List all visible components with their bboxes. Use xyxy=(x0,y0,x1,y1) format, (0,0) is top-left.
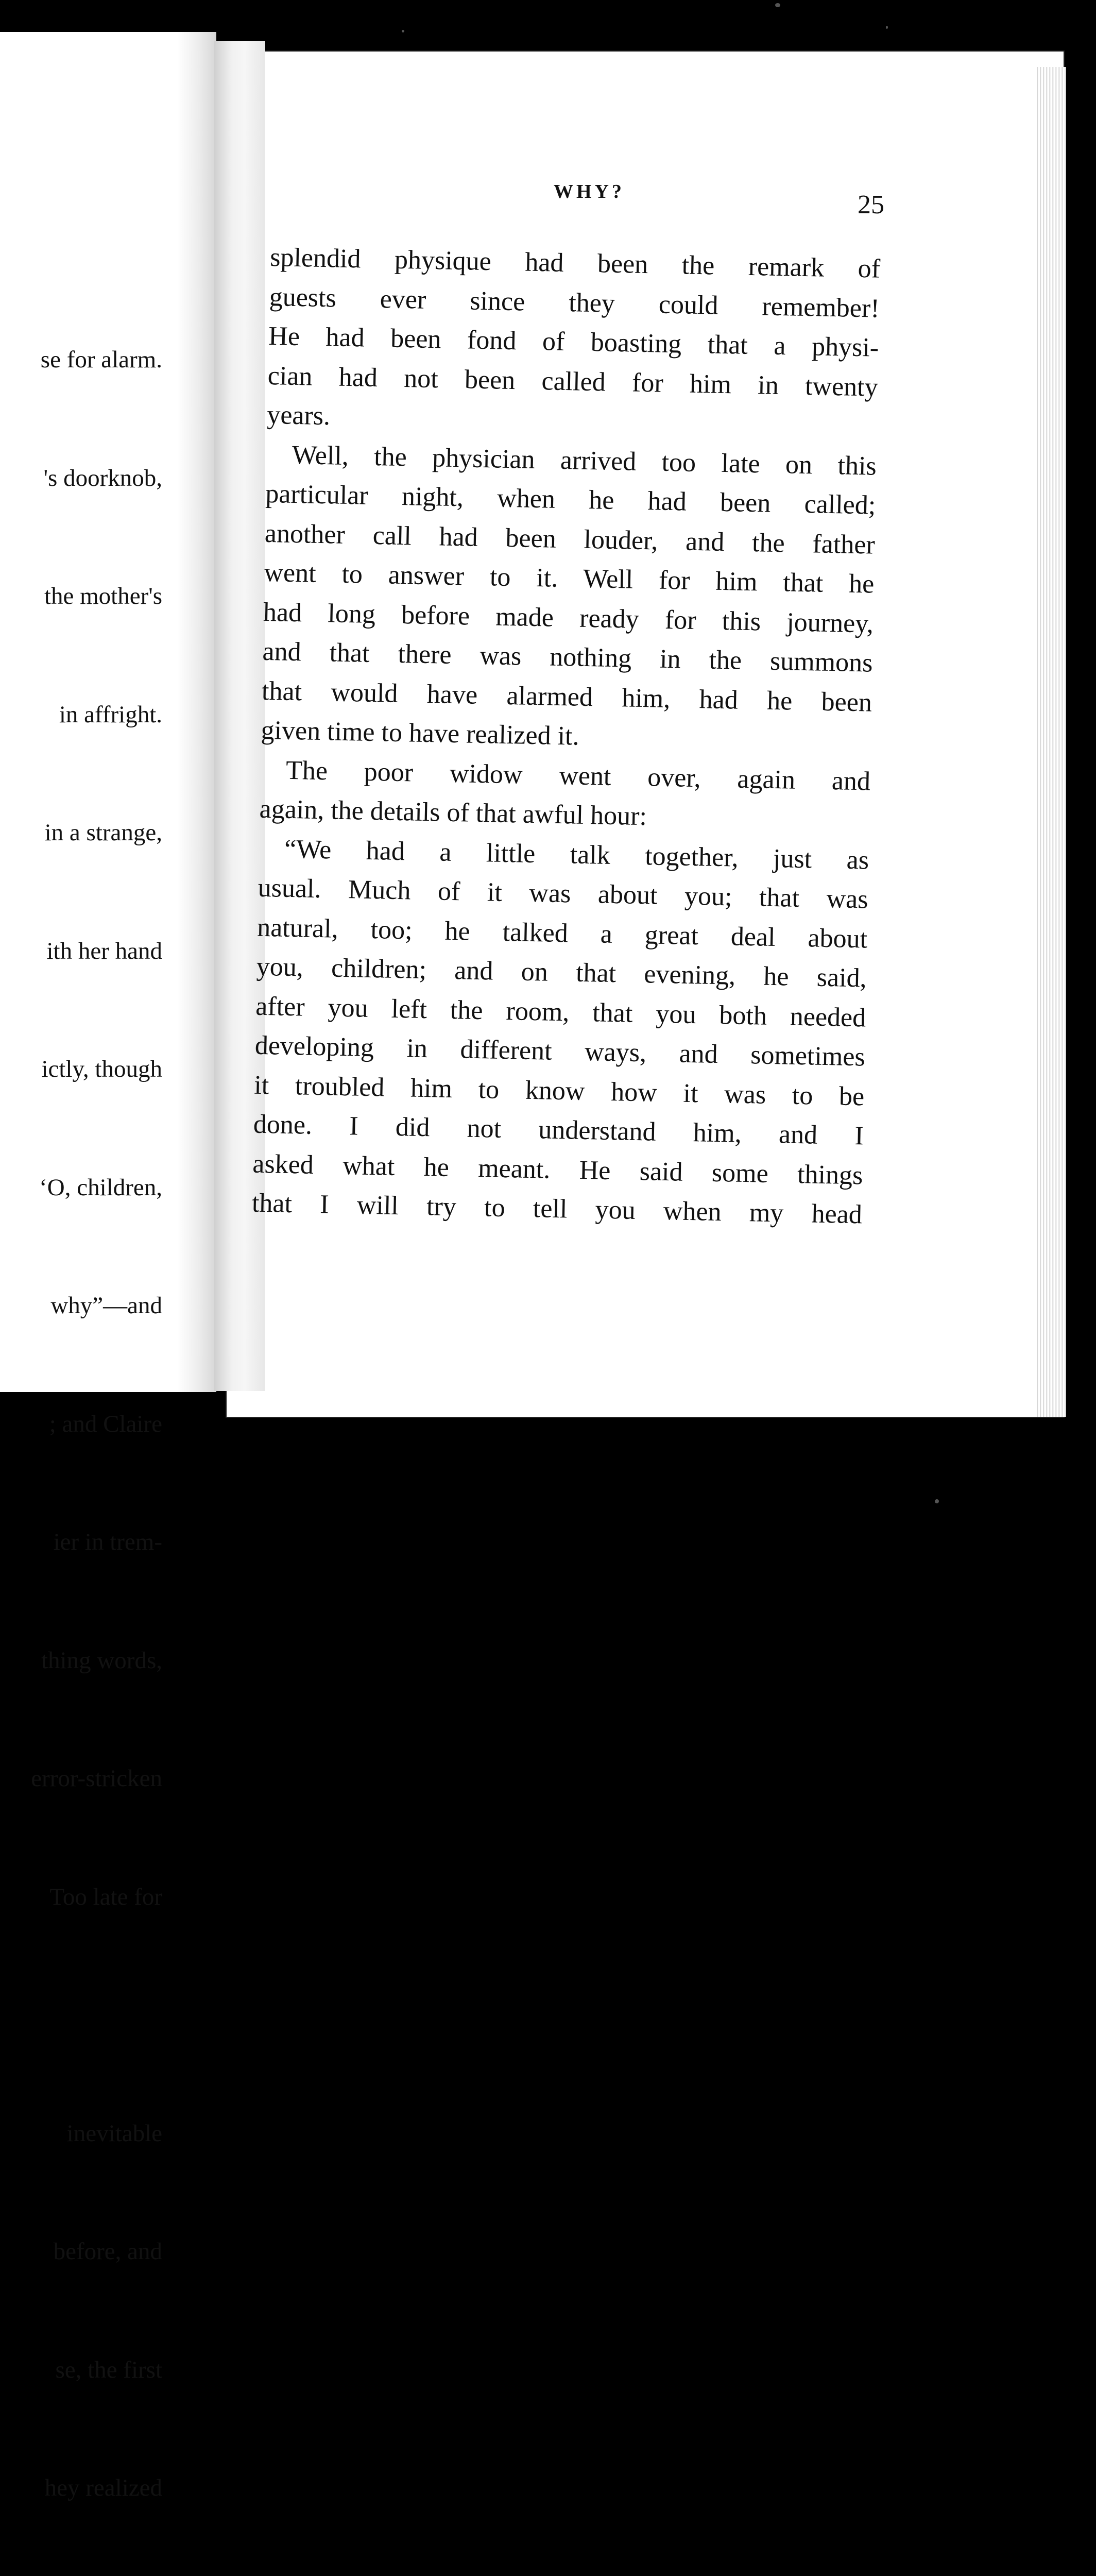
text-line: The poor widow went over, again and xyxy=(285,755,871,796)
left-line: inevitable xyxy=(66,2120,162,2147)
paragraph xyxy=(261,435,877,762)
text-line: and that there was nothing in the summons xyxy=(262,636,873,678)
left-line: why”—and xyxy=(50,1292,162,1319)
left-line: thing words, xyxy=(41,1647,162,1674)
text-line: done. I did not understand him, and I xyxy=(253,1109,864,1151)
text-line: “We had a little talk together, just as xyxy=(284,834,869,875)
left-line: in a strange, xyxy=(44,819,162,846)
text-line: natural, too; he talked a great deal about xyxy=(256,912,868,954)
text-line: it troubled him to know how it was to be xyxy=(253,1070,865,1111)
left-line: ictly, though xyxy=(41,1056,162,1082)
text-line: years. xyxy=(266,400,331,431)
dust-speck xyxy=(402,30,404,32)
left-page xyxy=(0,32,216,2501)
left-line: the mother's xyxy=(44,583,162,609)
left-line: 's doorknob, xyxy=(43,464,162,492)
left-line: before, and xyxy=(53,2238,162,2265)
left-line: in affright. xyxy=(59,701,162,728)
text-line: He had been fond of boasting that a physi- xyxy=(268,321,879,363)
text-line: that I will try to tell you when my head xyxy=(251,1188,863,1230)
left-line: ith her hand xyxy=(46,937,162,964)
text-line: after you left the room, that you both needed xyxy=(255,991,866,1032)
paragraph xyxy=(267,238,881,447)
dust-speck xyxy=(775,3,780,7)
paragraph xyxy=(259,750,871,841)
left-line xyxy=(0,1995,162,2035)
left-line: ier in trem- xyxy=(53,1529,162,1555)
text-line: particular night, when he had been called; xyxy=(265,479,876,520)
right-page-body xyxy=(251,238,880,1235)
text-line: cian had not been called for him in twenty xyxy=(267,361,879,402)
left-page-text xyxy=(0,261,162,2576)
dust-speck xyxy=(935,1499,939,1503)
page-number: 25 xyxy=(858,190,884,219)
dust-speck xyxy=(886,26,888,29)
text-line: developing in different ways, and sometimes xyxy=(254,1030,866,1072)
text-line: you, children; and on that evening, he said, xyxy=(256,952,867,993)
left-line: Too late for xyxy=(49,1883,162,1910)
left-line: error-stricken xyxy=(31,1765,162,1792)
text-line: given time to have realized it. xyxy=(261,715,580,751)
page-edge-stack xyxy=(1035,67,1066,1417)
text-line: had long before made ready for this journey, xyxy=(263,597,874,639)
left-line: ‘O, children, xyxy=(39,1174,162,1201)
left-line: se, the first xyxy=(55,2356,162,2383)
text-line: again, the details of that awful hour: xyxy=(259,794,647,832)
text-line: that would have alarmed him, had he been xyxy=(261,676,872,718)
text-line: splendid physique had been the remark of xyxy=(269,242,881,284)
text-line: usual. Much of it was about you; that was xyxy=(258,873,869,914)
text-line: Well, the physician arrived too late on this xyxy=(292,440,877,481)
text-line: asked what he meant. He said some things xyxy=(252,1149,863,1190)
text-line: another call had been louder, and the father xyxy=(264,518,876,560)
running-head: WHY? xyxy=(554,181,625,202)
left-line: hey realized xyxy=(44,2475,162,2501)
left-line: ; and Claire xyxy=(49,1410,162,1437)
text-line: went to answer to it. Well for him that he xyxy=(263,557,875,599)
left-line: se for alarm. xyxy=(40,346,162,373)
text-line: guests ever since they could remember! xyxy=(269,282,880,324)
paragraph xyxy=(251,829,869,1235)
